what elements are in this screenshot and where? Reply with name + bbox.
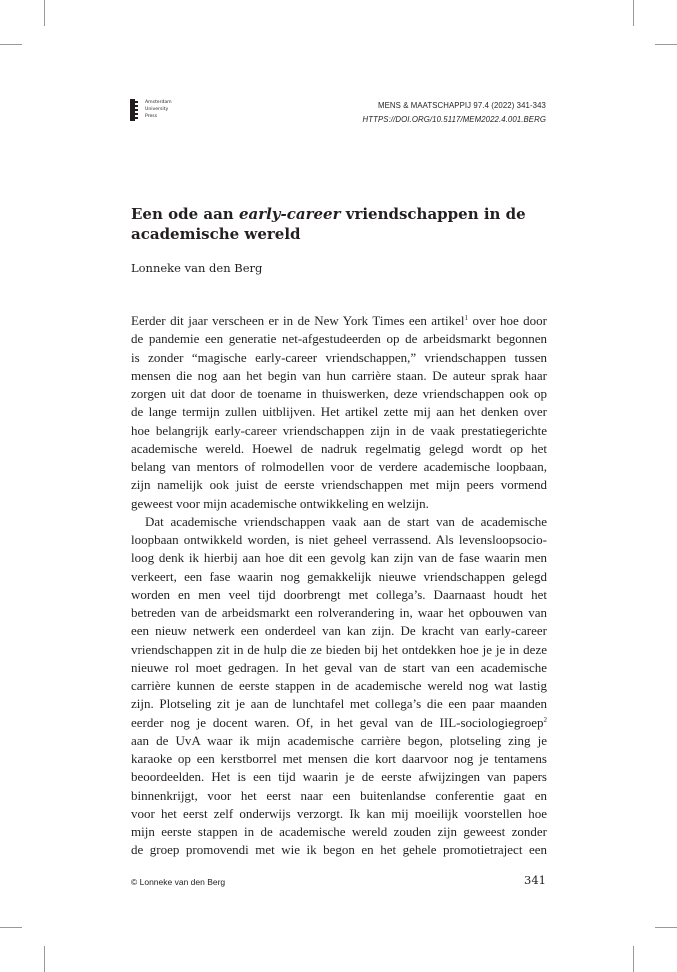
crop-mark [44,946,45,972]
body-line [131,312,547,330]
body-line: is zonder “magische early-career vriendschappen,” vriendschappen tussen [131,349,547,365]
title-text: vriendschappen in de [340,205,526,223]
article-author: Lonneke van den Berg [131,261,263,275]
body-line: carrière kunnen de eerste stappen in de academische wereld nog wat lastig [131,678,547,693]
body-line: zijn namelijk ook juist de eerste vriendschappen met mijn peers vormend [131,477,547,493]
crop-mark [655,927,677,928]
body-line: voor het eerst zelf onderwijs verzorgt. Ik kan mij moeilijk voorstellen hoe [131,805,547,821]
body-line: worden en men veel tijd doorbrengt met collega’s. Daarnaast houdt het [131,586,547,602]
body-line: Dat academische vriendschappen vaak aan de start van de academische [145,513,547,529]
crop-mark [0,44,22,45]
body-line [131,714,547,732]
body-line: beoordeelden. Het is een tijd waarin je de eerste afwijzingen van papers [131,769,547,785]
body-line: binnenkrijgt, voor het eerst naar een buitenlandse conferentie gaat en [131,787,547,803]
body-line: verkeert, een fase waarin nog gemakkelijk nieuwe vriendschappen gelegd [131,568,547,584]
body-line: mensen die nog aan het begin van hun carrière staan. De auteur sprak haar [131,367,547,383]
footnote-ref[interactable]: 1 [464,314,469,322]
crop-mark [633,0,634,26]
body-line: loog denk ik hierbij aan hoe dit een gevolg kan zijn van de fase waarin men [131,550,547,566]
copyright-notice: © Lonneke van den Berg [131,877,226,887]
body-text: eerder nog je docent waren. Of, in het geval van de IIL-sociologiegroep [131,714,544,730]
body-line: een nieuw netwerk een onderdeel van kan zijn. De kracht van early-career [131,623,547,639]
body-line: vriendschappen zit in de hulp die ze bieden bij het ontdekken hoe je je in deze [131,641,547,657]
body-line: hoe belangrijk early-career vriendschappen zijn in de vaak prestatiegerichte [131,422,547,438]
body-text: Eerder dit jaar verscheen er in de New York Times een artikel [131,313,465,328]
title-text: Een ode aan [131,205,239,223]
crop-mark [44,0,45,26]
title-italic: early-career [238,205,341,223]
body-line: aan de UvA waar ik mijn academische carrière begon, plotseling zing je [131,732,547,748]
publisher-name-line: Amsterdam [145,100,172,105]
doi-link[interactable]: HTTPS://DOI.ORG/10.5117/MEM2022.4.001.BERG [362,115,546,124]
publisher-name [145,99,172,120]
crop-mark [0,927,22,928]
body-line: betreden van de arbeidsmarkt een rolverandering in, waar het opbouwen van [131,605,547,620]
page-number: 341 [524,873,546,887]
body-line: belang van mentors of rolmodellen voor de verdere academische loopbaan, [131,459,547,474]
footnote-ref[interactable]: 2 [543,715,547,724]
publisher-name-line: University [145,107,169,112]
body-line: zorgen uit dat door de toename in thuiswerken, deze vriendschappen ook op [131,386,547,401]
body-line: loopbaan ontwikkeld worden, is niet geheel verrassend. Als levensloopsocio- [131,532,547,547]
body-line: de lange termijn zullen uitblijven. Het artikel zette mij aan het denken over [131,404,547,420]
body-line: mijn eerste stappen in de academische wereld zouden zijn geweest zonder [131,824,547,839]
body-text: over hoe door [468,313,547,328]
article-body [131,312,547,860]
body-line: de pandemie een generatie net-afgestudeerden op de arbeidsmarkt begonnen [131,331,547,347]
body-line: de groep promovendi met wie ik begon en het gehele promotietraject een [131,842,547,858]
title-text: academische wereld [131,225,301,243]
body-line: geweest voor mijn academische ontwikkeling en welzijn. [131,495,429,511]
body-line: karaoke op een kerstborrel met mensen die kort daarvoor nog je tentamens [131,751,547,766]
journal-citation: MENS & MAATSCHAPPIJ 97.4 (2022) 341-343 [378,101,546,110]
body-line: zijn. Plotseling zit je aan de lunchtafel met collega’s die een paar maanden [131,696,547,712]
article-title [131,204,551,244]
crop-mark [655,44,677,45]
publisher-logo-icon [130,99,141,121]
journal-header [363,99,546,127]
crop-mark [633,946,634,972]
body-line: nieuwe rol moet gedragen. In het geval van de start van een academische [131,659,547,675]
body-line: academische wereld. Hoewel de nadruk regelmatig gelegd wordt op het [131,440,547,456]
publisher-name-line: Press [145,114,158,119]
